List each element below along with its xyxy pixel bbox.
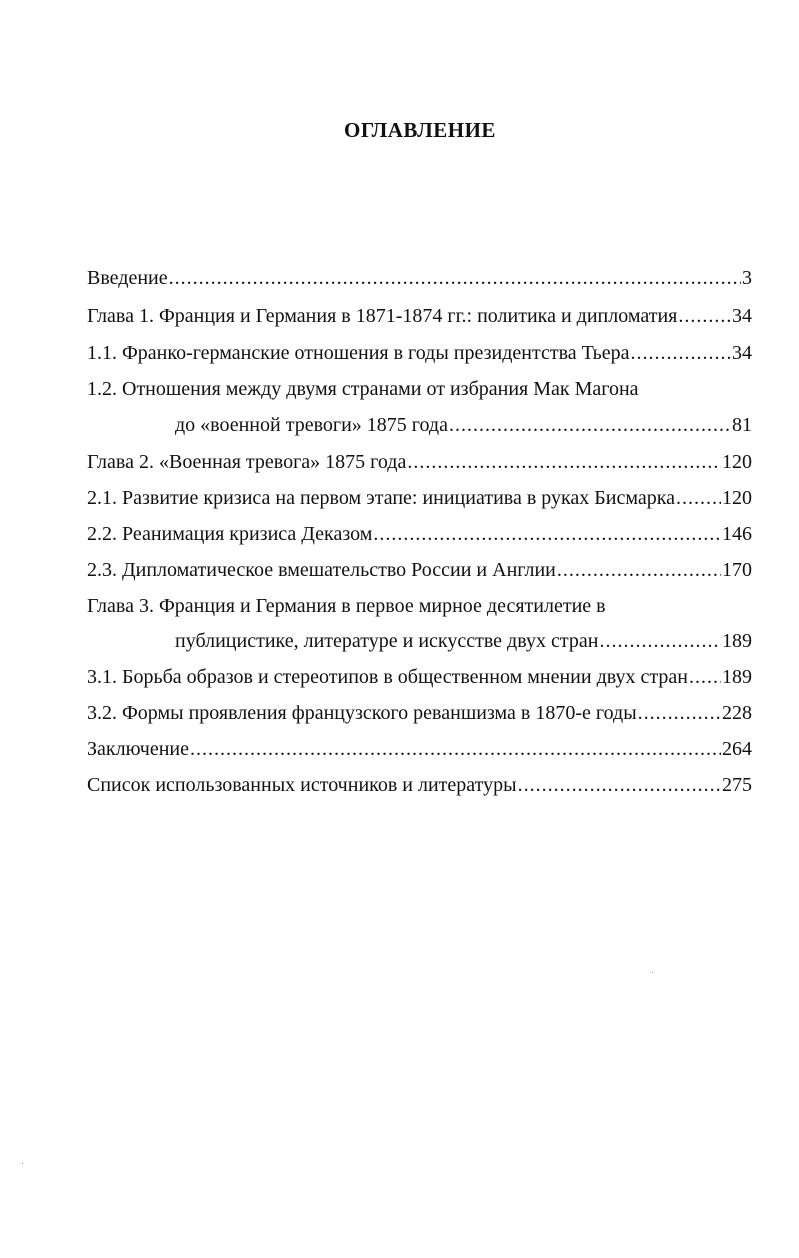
toc-page-number: 34	[732, 305, 752, 327]
dot-leader	[449, 412, 731, 438]
scan-speck	[652, 972, 653, 973]
toc-entry-chapter-1	[87, 303, 752, 329]
toc-entry-label: Глава 2. «Военная тревога» 1875 года	[87, 451, 407, 473]
dot-leader	[630, 340, 731, 366]
toc-entry-label: 2.2. Реанимация кризиса Деказом	[87, 523, 373, 545]
toc-entry-label: Глава 1. Франция и Германия в 1871-1874 гг.: политика и дипломатия	[87, 305, 678, 327]
toc-entry-label: до «военной тревоги» 1875 года	[175, 414, 448, 436]
toc-entry-label: Заключение	[87, 738, 189, 760]
toc-entry-section-3-1	[87, 664, 752, 690]
page-title: ОГЛАВЛЕНИЕ	[344, 118, 496, 142]
dot-leader	[169, 265, 741, 291]
toc-entry-section-2-2	[87, 521, 752, 547]
dot-leader	[407, 449, 721, 475]
toc-page-number: 275	[722, 774, 752, 796]
toc-entry-chapter-3-line-2	[175, 628, 752, 654]
dot-leader	[638, 700, 721, 726]
toc-entry-intro	[87, 265, 752, 291]
toc-entry-label: 2.1. Развитие кризиса на первом этапе: инициатива в руках Бисмарка	[87, 487, 676, 509]
toc-entry-label: 3.2. Формы проявления французского реваншизма в 1870-е годы	[87, 702, 637, 724]
toc-page-number: 170	[722, 559, 752, 581]
toc-page-number: 3	[742, 267, 752, 289]
dot-leader	[373, 521, 721, 547]
toc-page-number: 264	[722, 738, 752, 760]
toc-entry-section-1-1	[87, 340, 752, 366]
toc-entry-chapter-2	[87, 449, 752, 475]
toc-entry-label: Глава 3. Франция и Германия в первое мирное десятилетие в	[87, 595, 606, 617]
toc-entry-section-2-1	[87, 485, 752, 511]
scan-speck	[22, 1163, 23, 1164]
toc-entry-label: 3.1. Борьба образов и стереотипов в общественном мнении двух стран	[87, 666, 688, 688]
toc-page-number: 146	[722, 523, 752, 545]
toc-entry-label: 2.3. Дипломатическое вмешательство России и Англии	[87, 559, 556, 581]
toc-entry-label: 1.2. Отношения между двумя странами от избрания Мак Магона	[87, 378, 639, 400]
toc-entry-section-1-2-line-1	[87, 376, 752, 402]
toc-entry-section-3-2	[87, 700, 752, 726]
toc-entry-section-2-3	[87, 557, 752, 583]
toc-entry-label: 1.1. Франко-германские отношения в годы президентства Тьера	[87, 342, 630, 364]
dot-leader	[599, 628, 721, 654]
toc-entry-chapter-3-line-1	[87, 593, 752, 619]
toc-entry-label: публицистике, литературе и искусстве двух стран	[175, 630, 599, 652]
toc-page-number: 189	[722, 630, 752, 652]
toc-page-number: 120	[722, 451, 752, 473]
toc-page-number: 189	[722, 666, 752, 688]
toc-entry-section-1-2-line-2	[175, 412, 752, 438]
dot-leader	[676, 485, 721, 511]
toc-page-number: 228	[722, 702, 752, 724]
toc-entry-label: Введение	[87, 267, 168, 289]
dot-leader	[678, 303, 731, 329]
dot-leader	[518, 772, 721, 798]
toc-page-number: 120	[722, 487, 752, 509]
toc-page-number: 34	[732, 342, 752, 364]
toc-entry-conclusion	[87, 736, 752, 762]
toc-entry-label: Список использованных источников и литературы	[87, 774, 517, 796]
dot-leader	[689, 664, 721, 690]
toc-page-number: 81	[732, 414, 752, 436]
dot-leader	[557, 557, 721, 583]
dot-leader	[190, 736, 721, 762]
toc-entry-sources	[87, 772, 752, 798]
